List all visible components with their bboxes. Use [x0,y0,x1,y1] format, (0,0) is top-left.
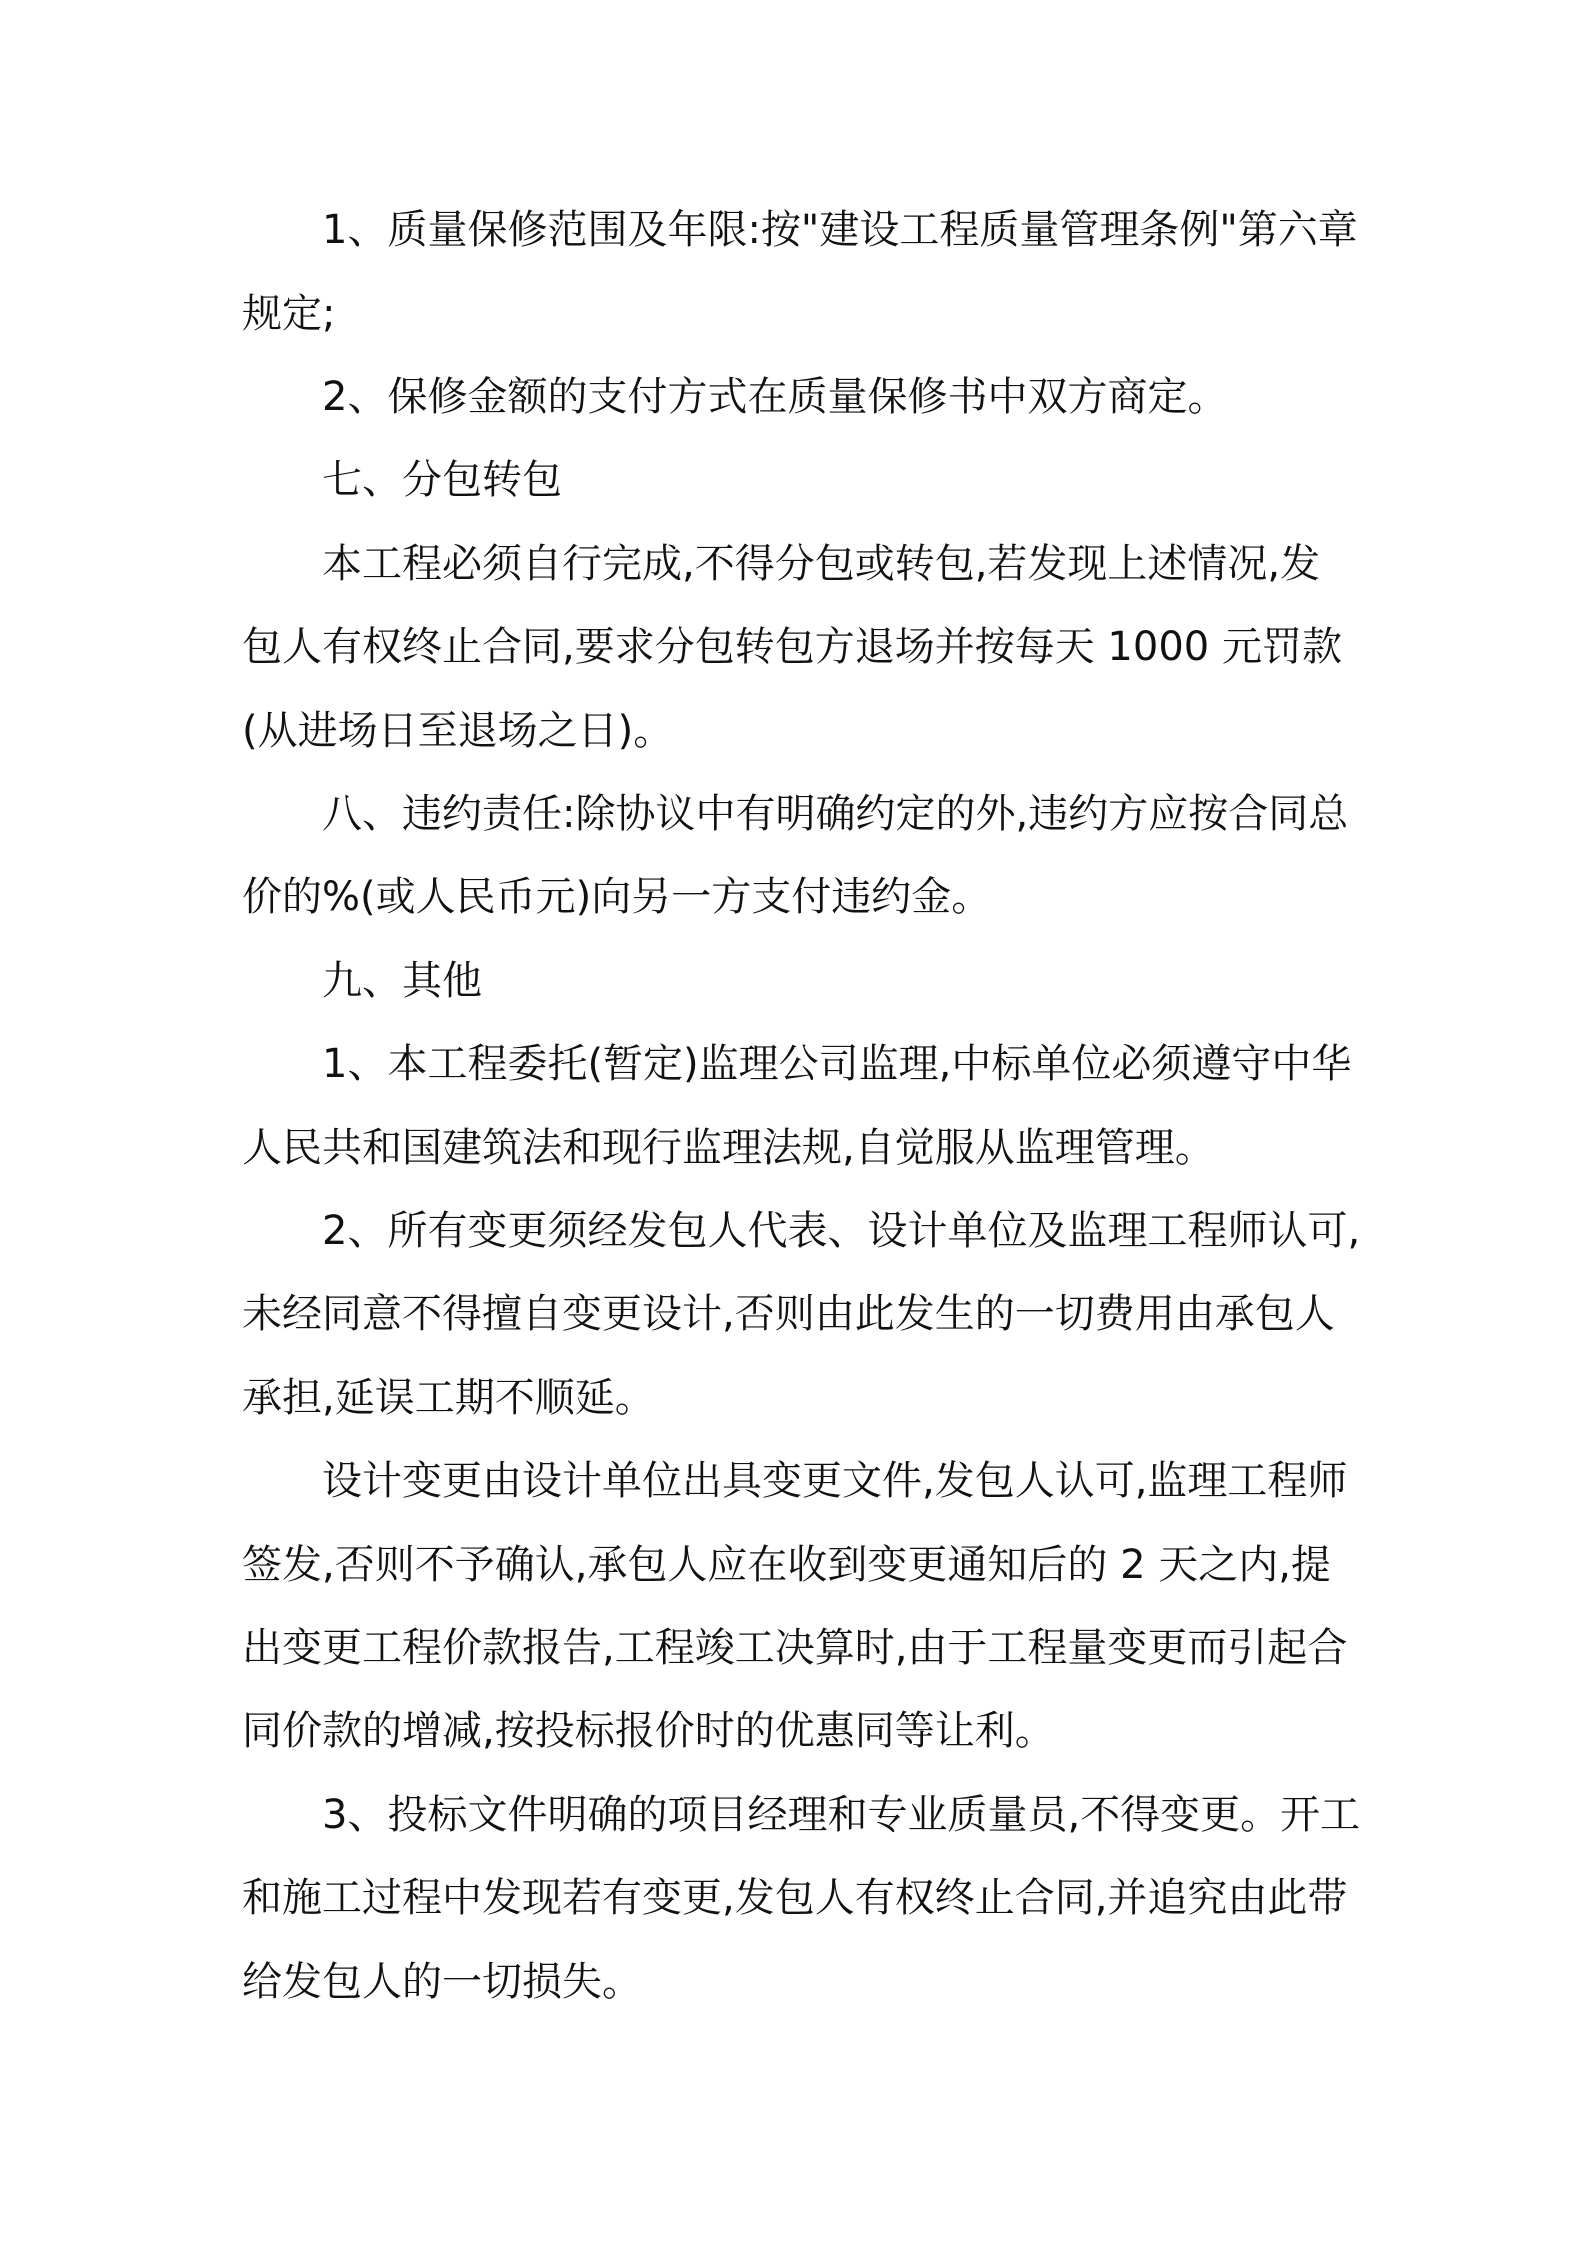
personnel-line-3: 给发包人的一切损失。 [242,1959,642,2005]
supervision-line-1: 1、本工程委托(暂定)监理公司监理,中标单位必须遵守中华 [322,1041,1352,1087]
warranty-scope-line-1: 1、质量保修范围及年限:按"建设工程质量管理条例"第六章 [322,207,1358,253]
change-approval-line-1: 2、所有变更须经发包人代表、设计单位及监理工程师认可, [322,1208,1361,1254]
personnel-line-2: 和施工过程中发现若有变更,发包人有权终止合同,并追究由此带 [242,1875,1348,1921]
design-change-line-2: 签发,否则不予确认,承包人应在收到变更通知后的 2 天之内,提 [242,1542,1332,1588]
subcontract-rule-line-1: 本工程必须自行完成,不得分包或转包,若发现上述情况,发 [322,541,1321,587]
subcontract-rule-line-2: 包人有权终止合同,要求分包转包方退场并按每天 1000 元罚款 [242,624,1342,670]
design-change-line-4: 同价款的增减,按投标报价时的优惠同等让利。 [242,1708,1055,1754]
change-approval-line-2: 未经同意不得擅自变更设计,否则由此发生的一切费用由承包人 [242,1291,1335,1337]
section-8-breach-line-2: 价的%(或人民币元)向另一方支付违约金。 [242,874,992,920]
section-8-breach-line-1: 八、违约责任:除协议中有明确约定的外,违约方应按合同总 [322,791,1349,837]
design-change-line-1: 设计变更由设计单位出具变更文件,发包人认可,监理工程师 [322,1458,1348,1504]
warranty-payment-line-1: 2、保修金额的支付方式在质量保修书中双方商定。 [322,374,1228,420]
section-7-heading: 七、分包转包 [322,457,562,503]
section-9-heading: 九、其他 [322,958,482,1004]
change-approval-line-3: 承担,延误工期不顺延。 [242,1375,655,1421]
supervision-line-2: 人民共和国建筑法和现行监理法规,自觉服从监理管理。 [242,1125,1215,1171]
personnel-line-1: 3、投标文件明确的项目经理和专业质量员,不得变更。开工 [322,1792,1361,1838]
warranty-scope-line-2: 规定; [242,291,336,337]
subcontract-rule-line-3: (从进场日至退场之日)。 [242,708,674,754]
design-change-line-3: 出变更工程价款报告,工程竣工决算时,由于工程量变更而引起合 [242,1625,1348,1671]
